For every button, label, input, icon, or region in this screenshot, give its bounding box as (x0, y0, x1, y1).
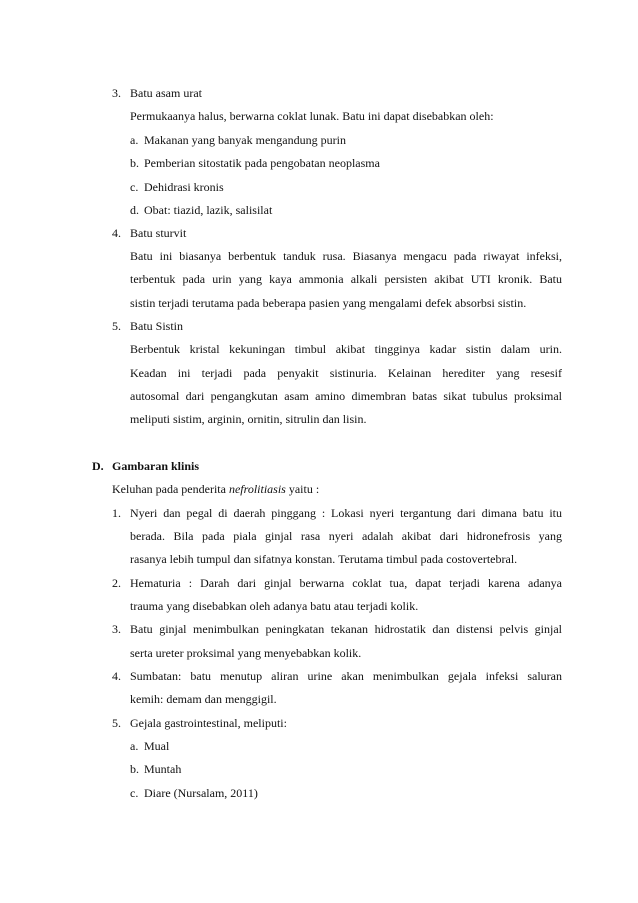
sub-list-item: Obat: tiazid, lazik, salisilat (144, 203, 273, 217)
item-title: Batu asam urat (130, 86, 202, 100)
paragraph-line: Sumbatan: batu menutup aliran urine akan menimbulkan gejala infeksi saluran (130, 669, 562, 683)
sub-list-letter: a. (130, 739, 139, 753)
sub-list-item: Muntah (144, 762, 182, 776)
paragraph-line: rasanya lebih tumpul dan sifatnya konstan. Terutama timbul pada costovertebral. (130, 552, 518, 566)
sub-list-item: Pemberian sitostatik pada pengobatan neoplasma (144, 156, 380, 170)
section-intro (112, 482, 319, 496)
list-number: 2. (112, 576, 121, 590)
paragraph-line: serta ureter proksimal yang menyebabkan kolik. (130, 646, 362, 660)
item-title: Batu Sistin (130, 319, 184, 333)
sub-list-item: Mual (144, 739, 170, 753)
paragraph-line: Hematuria : Darah dari ginjal berwarna coklat tua, dapat terjadi karena adanya (130, 576, 562, 590)
paragraph-line: berada. Bila pada piala ginjal rasa nyeri adalah akibat dari hidronefrosis yang (130, 529, 562, 543)
paragraph-line: meliputi sistim, arginin, ornitin, sitrulin dan lisin. (130, 412, 367, 426)
list-number: 4. (112, 226, 121, 240)
sub-list-letter: d. (130, 203, 139, 217)
paragraph-line: Keadan ini terjadi pada penyakit sistinuria. Kelainan herediter yang resesif (130, 366, 562, 380)
list-number: 4. (112, 669, 121, 683)
paragraph-line: Permukaanya halus, berwarna coklat lunak. Batu ini dapat disebabkan oleh: (130, 109, 494, 123)
intro-text-end: yaitu : (285, 482, 320, 496)
paragraph-line: sistin terjadi terutama pada beberapa pasien yang mengalami defek absorbsi sistin. (130, 296, 527, 310)
list-number: 3. (112, 86, 121, 100)
section-letter: D. (92, 459, 104, 473)
paragraph-line: terbentuk pada urin yang kaya ammonia alkali persisten akibat UTI kronik. Batu (130, 272, 562, 286)
sub-list-item: Diare (Nursalam, 2011) (144, 786, 258, 800)
sub-list-letter: c. (130, 786, 139, 800)
section-heading: Gambaran klinis (112, 459, 200, 473)
paragraph-line: Batu ini biasanya berbentuk tanduk rusa. Biasanya mengacu pada riwayat infeksi, (130, 249, 562, 263)
paragraph-line: trauma yang disebabkan oleh adanya batu atau terjadi kolik. (130, 599, 419, 613)
paragraph-line: Berbentuk kristal kekuningan timbul akibat tingginya kadar sistin dalam urin. (130, 342, 562, 356)
paragraph-line: Nyeri dan pegal di daerah pinggang : Lokasi nyeri tergantung dari dimana batu itu (130, 506, 562, 520)
paragraph-line: kemih: demam dan menggigil. (130, 692, 277, 706)
intro-italic-term: nefrolitiasis (228, 482, 286, 496)
sub-list-letter: a. (130, 133, 139, 147)
sub-list-letter: b. (130, 156, 139, 170)
list-number: 1. (112, 506, 121, 520)
item-title: Batu sturvit (130, 226, 187, 240)
list-number: 5. (112, 716, 121, 730)
list-number: 5. (112, 319, 121, 333)
paragraph-line: Gejala gastrointestinal, meliputi: (130, 716, 287, 730)
sub-list-letter: c. (130, 180, 139, 194)
paragraph-line: Batu ginjal menimbulkan peningkatan tekanan hidrostatik dan distensi pelvis ginjal (130, 622, 562, 636)
sub-list-letter: b. (130, 762, 139, 776)
sub-list-item: Dehidrasi kronis (144, 180, 224, 194)
paragraph-line: autosomal dari pengangkutan asam amino dimembran batas sikat tubulus proksimal (130, 389, 562, 403)
list-number: 3. (112, 622, 121, 636)
sub-list-item: Makanan yang banyak mengandung purin (144, 133, 346, 147)
intro-text: Keluhan pada penderita (112, 482, 229, 496)
